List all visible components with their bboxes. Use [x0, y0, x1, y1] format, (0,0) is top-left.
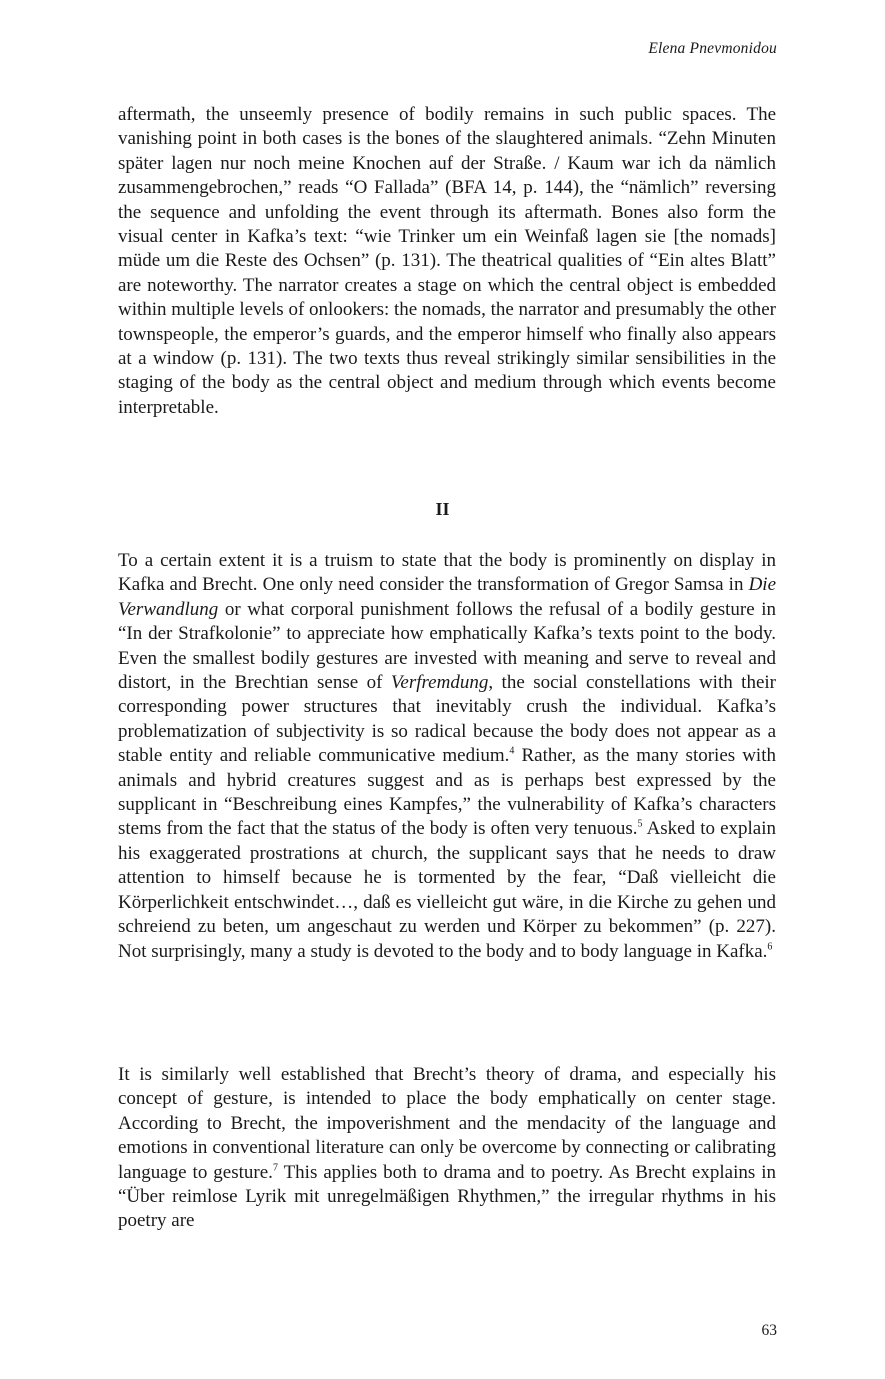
footnote-marker-7: 7 [272, 1162, 278, 1174]
paragraph-2-text-5: Asked to explain his exaggerated prostrations at church, the supplicant says that he needs to draw attention to himself because he is tormented by the fear, “Daß vielleicht die Körperlichkeit entschwindet…, daß es vielleicht gut wäre, in die Kirche zu gehen und schreiend zu beten, um angeschaut zu werden und Körper zu bekommen” (p. 227). Not surprisingly, many a study is devoted to the body and to body language in Kafka. [118, 818, 777, 962]
paragraph-1-text: aftermath, the unseemly presence of bodily remains in such public spaces. The vanishing point in both cases is the bones of the slaughtered animals. “Zehn Minuten später lagen nur noch meine Knochen auf der Straße. / Kaum war ich da nämlich zusammengebrochen,” reads “O Fallada” (BFA 14, p. 144), the “nämlich” reversing the sequence and unfolding the event through its aftermath. Bones also form the visual center in Kafka’s text: “wie Trinker um ein Weinfaß lagen sie [the nomads] müde um die Reste des Ochsen” (p. 131). The theatrical qualities of “Ein altes Blatt” are noteworthy. The narrator creates a stage on which the central object is embedded within multiple levels of onlookers: the nomads, the narrator and presumably the other townspeople, the emperor’s guards, and the emperor himself who finally also appears at a window (p. 131). The two texts thus reveal strikingly similar sensibilities in the staging of the body as the central object and medium through which events become interpretable. [118, 104, 776, 418]
term-verfremdung: Verfremdung [390, 672, 489, 694]
footnote-marker-4: 4 [509, 745, 515, 757]
paragraph-2-text-4: Rather, as the many stories with animals and hybrid creatures suggest and as is perhaps best expressed by the supplicant in “Beschreibung eines Kampfes,” the vulnerability of Kafka’s characters stems from the fact that the status of the body is often very tenuous. [118, 745, 776, 840]
paragraph-3-text-2: This applies both to drama and to poetry. As Brecht explains in “Über reimlose Lyrik mit unregelmäßigen Rhythmen,” the irregular rhythms in his poetry are [118, 1161, 777, 1232]
running-head-author: Elena Pnevmonidou [648, 40, 777, 57]
paragraph-2-text-2: or what corporal punishment follows the refusal of a bodily gesture in “In der Strafkolonie” to appreciate how emphatically Kafka’s texts point to the body. Even the smallest bodily gestures are invested with meaning and serve to reveal and distort, in the Brechtian sense of [118, 598, 776, 694]
footnote-marker-5: 5 [637, 819, 643, 831]
footnote-marker-6: 6 [767, 941, 773, 953]
section-heading: II [435, 499, 450, 519]
title-die-verwandlung: Die Verwandlung [118, 574, 776, 620]
paragraph-2 [118, 549, 776, 964]
paragraph-3 [118, 1063, 776, 1234]
page-number: 63 [761, 1322, 777, 1339]
paragraph-2-text-3: , the social constellations with their corresponding power structures that inevitably crush the individual. Kafka’s problematization of subjectivity is so radical because the body does not appear as a stable entity and reliable communicative medium. [118, 672, 776, 767]
paragraph-1 [118, 103, 776, 420]
paragraph-2-text-1: To a certain extent it is a truism to state that the body is prominently on display in Kafka and Brecht. One only need consider the transformation of Gregor Samsa in [118, 550, 776, 596]
paragraph-3-text-1: It is similarly well established that Brecht’s theory of drama, and especially his concept of gesture, is intended to place the body emphatically on center stage. According to Brecht, the impoverishment and the mendacity of the language and emotions in conventional literature can only be overcome by connecting or calibrating language to gesture. [118, 1064, 776, 1183]
